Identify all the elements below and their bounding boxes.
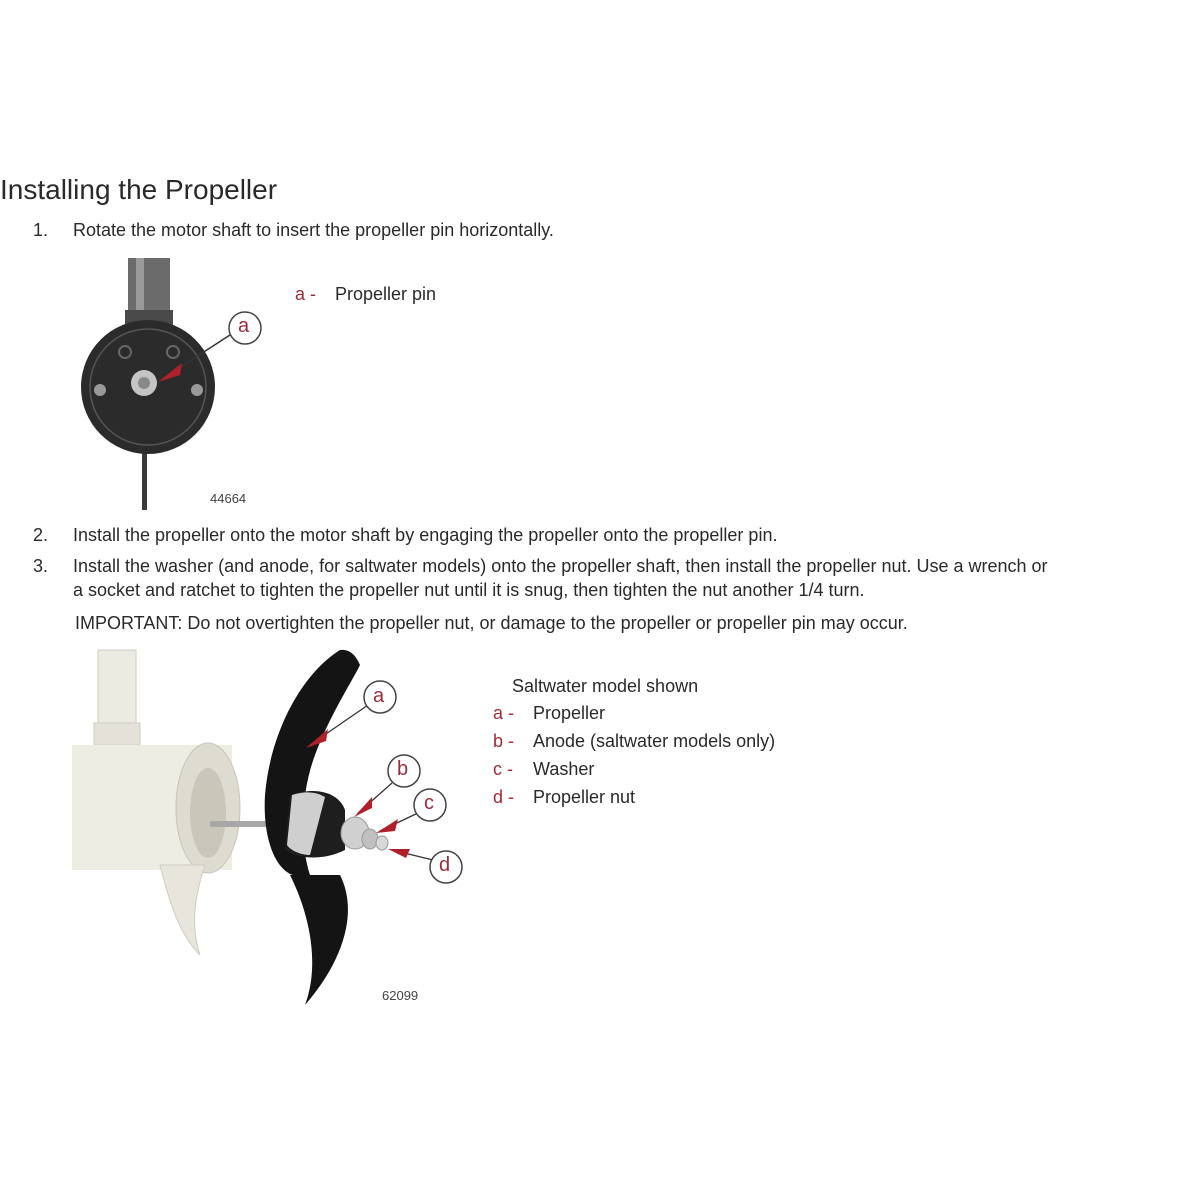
callout-a: a bbox=[373, 685, 385, 707]
legend-label: Propeller nut bbox=[533, 787, 636, 807]
legend-label: Washer bbox=[533, 759, 595, 779]
propeller-assembly-illustration bbox=[50, 645, 480, 1015]
callout-label: a bbox=[238, 315, 250, 337]
step-number: 1. bbox=[33, 220, 49, 240]
step-text: Install the propeller onto the motor shaft by engaging the propeller onto the propeller pin. bbox=[73, 525, 778, 545]
figure-caption: Saltwater model shown bbox=[512, 676, 699, 696]
page-title: Installing the Propeller bbox=[0, 174, 278, 205]
callout-b: b bbox=[397, 758, 409, 780]
legend-key: d - bbox=[493, 787, 515, 807]
figure-propeller-assembly bbox=[50, 645, 480, 1015]
legend-item bbox=[493, 759, 594, 780]
step-text: Rotate the motor shaft to insert the propeller pin horizontally. bbox=[73, 220, 554, 240]
legend-item bbox=[295, 284, 436, 305]
step-3-continued: a socket and ratchet to tighten the propeller nut until it is snug, then tighten the nut another 1/4 turn. bbox=[73, 580, 865, 600]
step-number: 2. bbox=[33, 525, 49, 545]
legend-item bbox=[493, 703, 605, 724]
callout-d: d bbox=[439, 854, 451, 876]
step-number: 3. bbox=[33, 556, 49, 576]
legend-item bbox=[493, 787, 635, 808]
callout-c: c bbox=[424, 792, 434, 814]
step-text-line1: Install the washer (and anode, for saltwater models) onto the propeller shaft, then install the propeller nut. Use a wrench or bbox=[73, 556, 1048, 576]
legend-key: a - bbox=[493, 703, 515, 723]
legend-item bbox=[493, 731, 775, 752]
legend-key: c - bbox=[493, 759, 513, 779]
legend-label: Propeller pin bbox=[335, 284, 437, 304]
figure-id: 44664 bbox=[210, 491, 247, 506]
legend-label: Propeller bbox=[533, 703, 606, 723]
figure-id: 62099 bbox=[382, 988, 419, 1003]
legend-key: a - bbox=[295, 284, 317, 304]
legend-key: b - bbox=[493, 731, 515, 751]
important-note: IMPORTANT: Do not overtighten the propeller nut, or damage to the propeller or propeller pin may occur. bbox=[75, 613, 908, 633]
legend-label: Anode (saltwater models only) bbox=[533, 731, 776, 751]
